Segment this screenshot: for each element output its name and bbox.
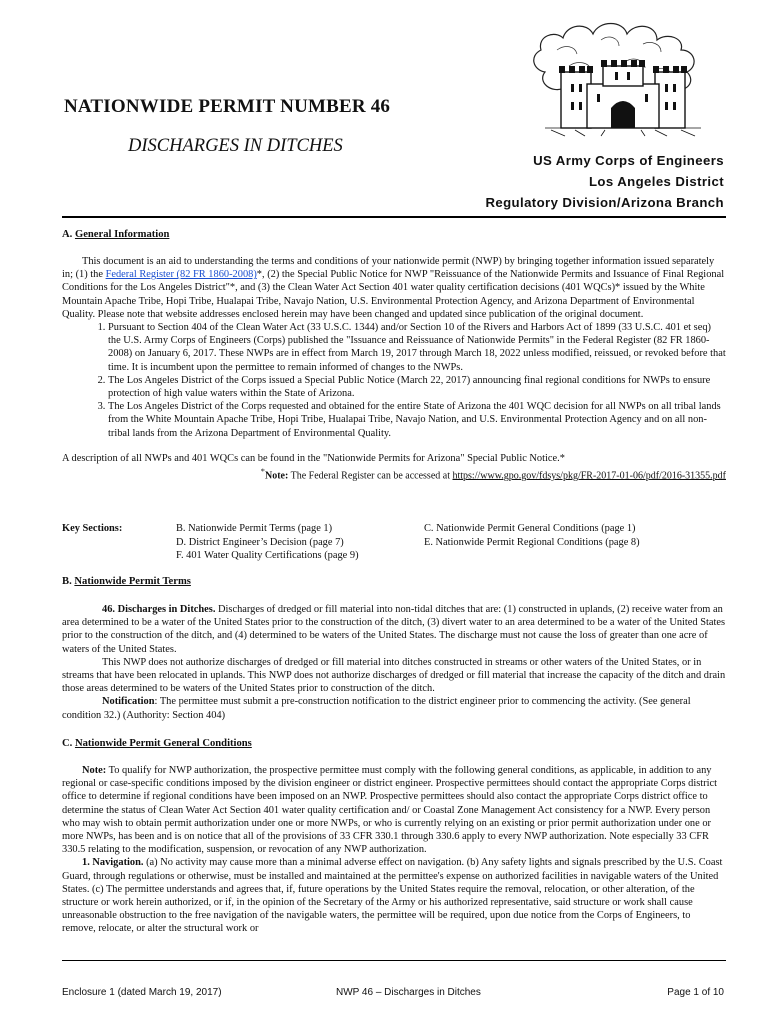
section-c-title: Nationwide Permit General Conditions: [74, 738, 252, 749]
note-text: The Federal Register can be accessed at: [288, 470, 453, 482]
castle-logo: [505, 10, 735, 138]
document-title: NATIONWIDE PERMIT NUMBER 46: [64, 96, 391, 117]
key-section-item: F. 401 Water Quality Certifications (page 9): [176, 550, 359, 561]
section-a-body: [62, 255, 726, 483]
gc-note-text: To qualify for NWP authorization, the prospective permittee must comply with the following general conditions, as applicable, in addition to any regional or case-specific conditions imposed by the division engineer or district engineer. Prospective permittees should contact the appropriate Corps district office to determine if regional conditions have been imposed on an NWP. Prospective permittees should also contact the appropriate Corps district office to determine the status of Clean Water Act Section 401 water quality certification and/ or Coastal Zone Management Act consistency for a NWP. Every person who may wish to obtain permit authorization under one or more NWPs, or who is currently relying on an existing or prior permit authorization under one or more NWPs, has been and is on notice that all of the provisions of 33 CFR 330.1 through 330.6 apply to every NWP authorization. Note especially 33 CFR 330.5 relating to the modification, suspension, or revocation of any NWP authorization.: [62, 765, 718, 856]
nwp46-limits-paragraph: This NWP does not authorize discharges of dredged or fill material into ditches constructed in streams or other waters of the United States, or in streams that have been relocated in uplands. This NWP does not authorize discharges of dredged or fill material that increase the capacity of the ditch and drain those areas determined to be waters of the United States prior to construction of the ditch.: [62, 656, 726, 695]
description-line: A description of all NWPs and 401 WQCs can be found in the "Nationwide Permits for Arizona" Special Public Notice.*: [62, 452, 565, 464]
nwp46-text: Discharges of dredged or fill material into non-tidal ditches that are: (1) constructed in uplands, (2) receive water from an area determined to be a water of the United States prior to the construction of the ditch, (3) divert water to an area determined to be a water of the United States prior to the construction of the ditch, and (4) determined to be waters of the United States. The discharge must not cause the loss of greater than one acre of waters of the United States.: [62, 604, 726, 655]
section-a-title: General Information: [74, 229, 170, 240]
footer-enclosure: Enclosure 1 (dated March 19, 2017): [62, 987, 222, 998]
section-b-prefix: B.: [62, 576, 75, 587]
division-name: Regulatory Division/Arizona Branch: [485, 195, 724, 210]
key-section-item: D. District Engineer’s Decision (page 7): [176, 536, 344, 548]
notification-text: : The permittee must submit a pre-construction notification to the district engineer prior to commencing the activity. (See general condition 32.) (Authority: Section 404): [62, 696, 691, 721]
federal-register-note: [62, 465, 726, 483]
list-item: 3. The Los Angeles District of the Corps requested and obtained for the entire State of Arizona the 401 WQC decision for all NWPs on all tribal lands from the White Mountain Apache Tribe, Hopi Tribe, Hualapai Tribe, Navajo Nation, and U.S. Environmental Protection Agency and on all non-tribal lands from the Arizona Department of Environmental Quality.: [108, 400, 726, 440]
key-section-item: E. Nationwide Permit Regional Conditions (page 8): [424, 536, 640, 548]
section-c-prefix: C.: [62, 738, 75, 749]
key-sections-col1: [176, 522, 359, 563]
section-b-heading: [62, 576, 191, 587]
note-star: *: [260, 467, 265, 477]
list-item: 1. Pursuant to Section 404 of the Clean Water Act (33 U.S.C. 1344) and/or Section 10 of the Rivers and Harbors Act of 1899 (33 U.S.C. 401 et seq) the U.S. Army Corps of Engineers (Corps) published the "Issuance and Reissuance of Nationwide Permits" in the Federal Register (82 FR 1860-2008) on January 6, 2017. These NWPs are in effect from March 19, 2017 through March 18, 2022 unless modified, reissued, or revoked before that time. It is incumbent upon the permittee to remain informed of changes to the NWPs.: [108, 321, 726, 374]
nwp46-paragraph: [62, 603, 726, 656]
page-number: Page 1 of 10: [667, 987, 724, 998]
agency-block: [485, 150, 724, 213]
footer-title: NWP 46 – Discharges in Ditches: [336, 987, 481, 998]
notification-paragraph: [62, 695, 726, 721]
header-divider: [62, 216, 726, 218]
section-a-heading: [62, 229, 169, 240]
section-a-list: [62, 321, 726, 440]
section-c-heading: [62, 738, 252, 749]
note-label: Note:: [264, 470, 289, 482]
section-b-body: [62, 603, 726, 722]
nwp46-title: 46. Discharges in Ditches.: [102, 604, 216, 615]
federal-register-link[interactable]: Federal Register (82 FR 1860-2008): [105, 269, 257, 281]
section-a-prefix: A.: [62, 229, 75, 240]
agency-name: US Army Corps of Engineers: [533, 153, 724, 168]
gc-note-label: Note:: [82, 765, 107, 776]
intro-text-before: This document is an aid to understanding the terms and conditions of your nationwide permit (NWP) by bringing together information issued separately in; (1) the: [62, 256, 715, 281]
key-sections-col2: [424, 522, 640, 549]
footer-divider: [62, 960, 726, 961]
federal-register-url-link[interactable]: https://www.gpo.gov/fdsys/pkg/FR-2017-01-06/pdf/2016-31355.pdf: [452, 470, 726, 482]
section-b-title: Nationwide Permit Terms: [74, 576, 191, 587]
document-subtitle: DISCHARGES IN DITCHES: [128, 136, 343, 156]
navigation-title: 1. Navigation.: [82, 857, 144, 869]
key-section-item: B. Nationwide Permit Terms (page 1): [176, 523, 333, 534]
key-sections-label: Key Sections:: [62, 523, 123, 534]
district-name: Los Angeles District: [588, 174, 724, 189]
navigation-condition: [62, 856, 726, 935]
section-c-body: [62, 764, 726, 936]
navigation-text: (a) No activity may cause more than a minimal adverse effect on navigation. (b) Any safety lights and signals prescribed by the U.S. Coast Guard, through regulations or otherwise, must be installed and maintained at the permittee's expense on authorized facilities in navigable waters of the United States. (c) The permittee understands and agrees that, if, future operations by the United States require the removal, relocation, or other alteration, of the structure or work herein authorized, or if, in the opinion of the Secretary of the Army or his authorized representative, said structure or work shall cause unreasonable obstruction to the free navigation of the navigable waters, the permittee will be required, upon due notice from the Corps of Engineers, to remove, relocate, or alter the structural work or: [62, 857, 723, 935]
section-a-intro: [62, 255, 726, 321]
list-item: 2. The Los Angeles District of the Corps issued a Special Public Notice (March 22, 2017) announcing final regional conditions for NWPs to ensure protection of high value waters within the State of Arizona.: [108, 374, 726, 400]
notification-label: Notification: [102, 696, 155, 708]
general-conditions-note: [62, 764, 726, 856]
intro-text-after: *, (2) the Special Public Notice for NWP "Reissuance of the Nationwide Permits and Issuance of Final Regional Conditions for the Los Angeles District"*, and (3) the Clean Water Act Section 401 water quality certification decisions (401 WQCs)* issued by the White Mountain Apache Tribe, Hopi Tribe, Hualapai Tribe, Navajo Nation, U.S. Environmental Protection Agency, and Arizona Department of Environmental Quality. Please note that website addresses enclosed herein may have been changed and updated since publication of the original document.: [62, 269, 725, 320]
key-section-item: C. Nationwide Permit General Conditions (page 1): [424, 523, 636, 534]
